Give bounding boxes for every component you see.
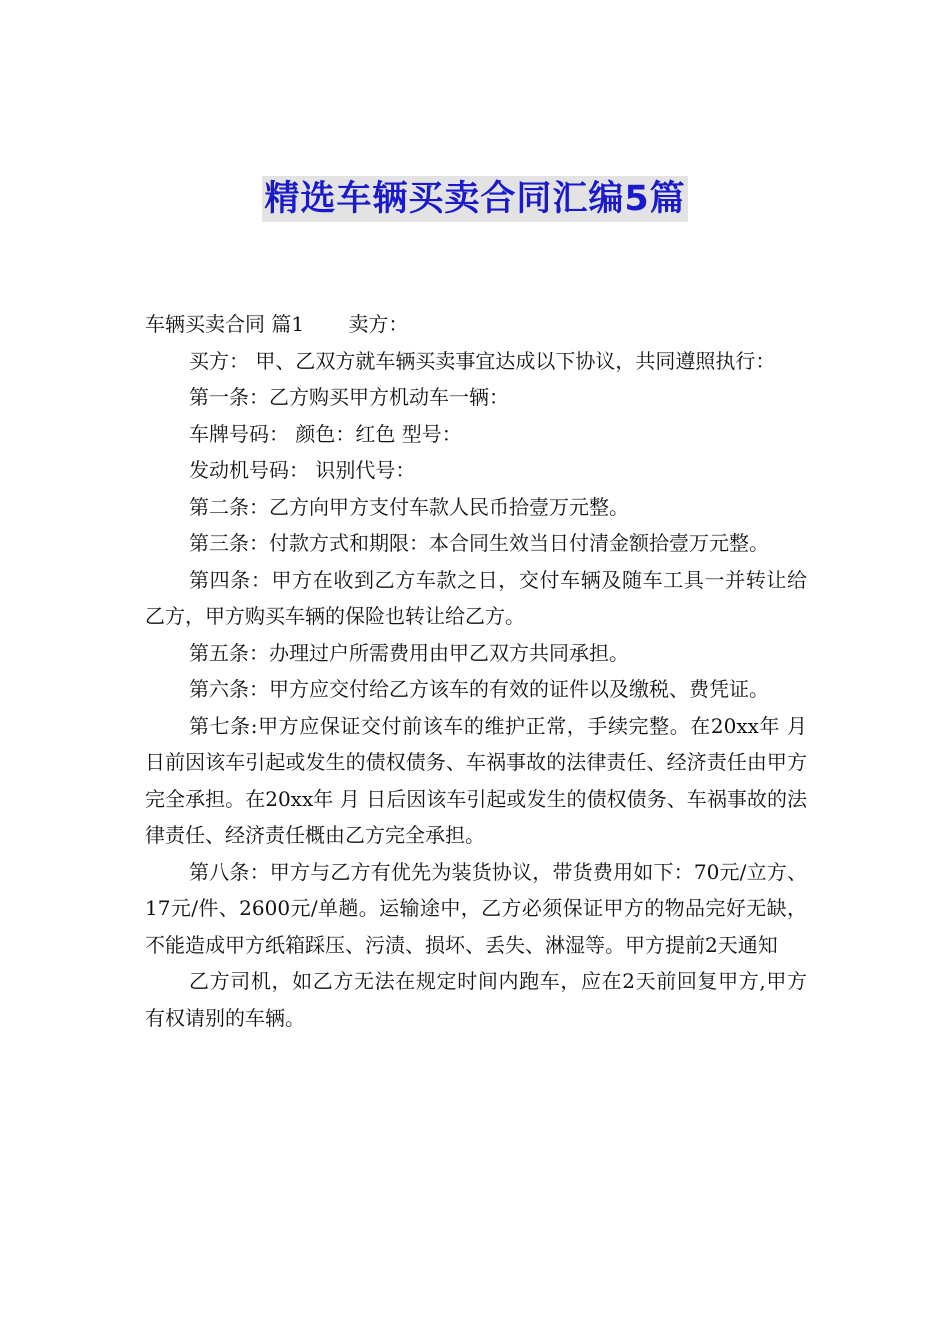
paragraph-8: 第五条：办理过户所需费用由甲乙双方共同承担。 [189, 640, 629, 665]
paragraph-3: 车牌号码： 颜色：红色 型号： [189, 421, 462, 446]
paragraph-1: 买方： 甲、乙双方就车辆买卖事宜达成以下协议，共同遵照执行： [189, 348, 776, 373]
document-title: 精选车辆买卖合同汇编5篇 [262, 176, 687, 222]
paragraph-10: 第七条:甲方应保证交付前该车的维护正常，手续完整。在20xx年 月 日前因该车引起或发生的债权债务、车祸事故的法律责任、经济责任由甲方完全承担。在20xx年 月 日后因该车引起或发生的债权债务、车祸事故的法律责任、经济责任概由乙方完全承担。 [145, 713, 807, 847]
paragraph-4: 发动机号码： 识别代号： [189, 458, 416, 482]
paragraph-7: 第四条：甲方在收到乙方车款之日，交付车辆及随车工具一并转让给乙方，甲方购买车辆的保险也转让给乙方。 [145, 567, 807, 628]
paragraph-2: 第一条：乙方购买甲方机动车一辆： [189, 385, 509, 409]
paragraph-5: 第二条：乙方向甲方支付车款人民币拾壹万元整。 [189, 494, 629, 519]
paragraph-9: 第六条：甲方应交付给乙方该车的有效的证件以及缴税、费凭证。 [189, 677, 769, 701]
paragraph-12: 乙方司机，如乙方无法在规定时间内跑车，应在2天前回复甲方,甲方有权请别的车辆。 [145, 969, 807, 1030]
document-body [145, 306, 807, 1036]
title-wrapper [0, 176, 950, 222]
paragraph-0: 车辆买卖合同 篇1 卖方： [145, 312, 409, 336]
paragraph-6: 第三条：付款方式和期限：本合同生效当日付清金额拾壹万元整。 [189, 531, 769, 555]
paragraph-11: 第八条：甲方与乙方有优先为装货协议，带货费用如下：70元/立方、17元/件、2600元/单趟。运输途中，乙方必须保证甲方的物品完好无缺，不能造成甲方纸箱踩压、污渍、损坏、丢失、淋湿等。甲方提前2天通知 [145, 859, 807, 957]
